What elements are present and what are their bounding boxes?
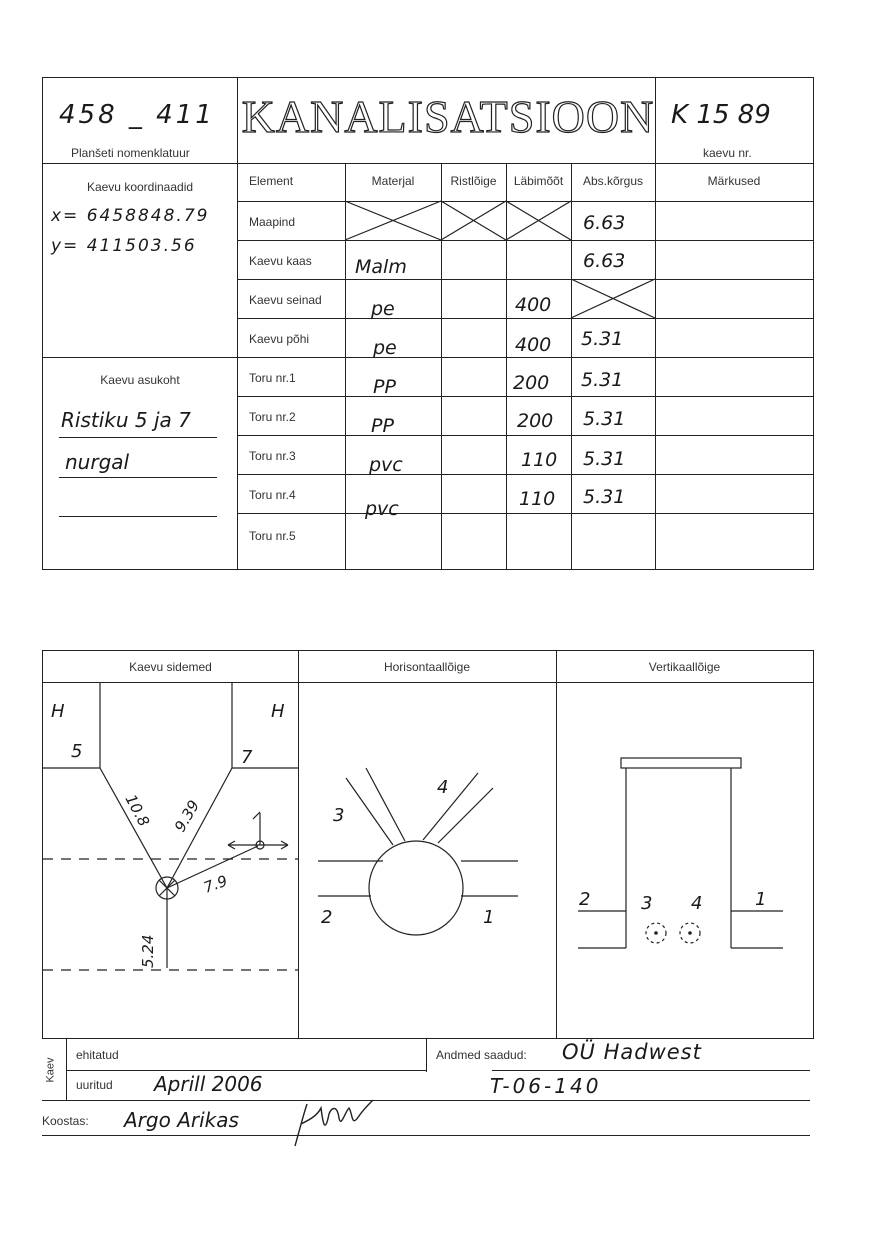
vertical-pipe-3-label: 3 <box>641 893 653 914</box>
cell-height: 6.63 <box>583 212 626 234</box>
pipe-2-label: 2 <box>321 907 333 928</box>
cell-height: 5.31 <box>581 369 624 391</box>
location-label: Kaevu asukoht <box>100 373 180 387</box>
row-element-label: Kaevu seinad <box>249 293 322 307</box>
cell-material: PP <box>371 415 394 437</box>
location-line2: nurgal <box>65 450 130 474</box>
distance-east: 7.9 <box>201 871 230 897</box>
kaev-label: Kaev <box>44 1057 57 1083</box>
cell-diameter: 200 <box>517 410 554 432</box>
cell-height: 5.31 <box>583 486 626 508</box>
vertical-section-label: Vertikaallõige <box>648 660 721 674</box>
well-number-label: kaevu nr. <box>703 146 752 160</box>
header-abs-height: Abs.kõrgus <box>582 174 644 188</box>
cell-material: PP <box>373 376 396 398</box>
location-line1: Ristiku 5 ja 7 <box>61 408 191 432</box>
cell-diameter: 200 <box>513 372 550 394</box>
well-card-top <box>42 77 814 570</box>
pipe-4-label: 4 <box>437 777 449 798</box>
row-element-label: Kaevu põhi <box>249 332 310 346</box>
pipe-1-label: 1 <box>483 907 495 928</box>
coordinate-y: y= 411503.56 <box>51 236 197 256</box>
cross-marks <box>43 78 813 569</box>
row-element-label: Toru nr.4 <box>249 488 296 502</box>
author-value: Argo Arikas <box>124 1108 239 1132</box>
header-cross-section: Ristlõige <box>450 174 497 188</box>
h-left-label: H <box>51 701 65 722</box>
vertical-pipe-2-label: 2 <box>579 889 591 910</box>
sketch-drawings <box>43 683 813 1038</box>
built-label: ehitatud <box>76 1048 119 1062</box>
vertical-pipe-4-label: 4 <box>691 893 703 914</box>
row-element-label: Toru nr.3 <box>249 449 296 463</box>
nomenclature-label: Planšeti nomenklatuur <box>71 146 190 160</box>
cell-diameter: 110 <box>519 488 556 510</box>
data-reference-value: T-06-140 <box>490 1074 602 1098</box>
data-source-label: Andmed saadud: <box>436 1048 527 1062</box>
footer <box>42 1038 814 1148</box>
cell-height: 5.31 <box>583 448 626 470</box>
cell-diameter: 400 <box>515 294 552 316</box>
distance-left: 10.8 <box>121 791 154 830</box>
cell-material: pvc <box>365 498 399 520</box>
row-element-label: Toru nr.2 <box>249 410 296 424</box>
h-right-label: H <box>271 701 285 722</box>
cell-material: Malm <box>355 256 407 278</box>
cell-material: pe <box>371 298 395 320</box>
coordinates-label: Kaevu koordinaadid <box>86 180 194 194</box>
surveyed-label: uuritud <box>76 1078 113 1092</box>
page-title: KANALISATSIOON <box>241 91 655 142</box>
surveyed-value: Aprill 2006 <box>154 1072 263 1096</box>
distance-right: 9.39 <box>170 797 204 835</box>
well-number-value: K 15 89 <box>671 100 771 130</box>
header-remarks: Märkused <box>707 174 761 188</box>
signature <box>287 1094 377 1154</box>
neighbor-right-number: 7 <box>241 747 253 768</box>
author-label: Koostas: <box>42 1114 89 1128</box>
cell-height: 5.31 <box>581 328 624 350</box>
cell-material: pe <box>373 337 397 359</box>
header-material: Materjal <box>371 174 415 188</box>
cell-height: 6.63 <box>583 250 626 272</box>
horizontal-section-label: Horisontaallõige <box>383 660 471 674</box>
neighbor-left-number: 5 <box>71 741 83 762</box>
header-diameter: Läbimõõt <box>513 174 564 188</box>
links-label: Kaevu sidemed <box>129 660 212 674</box>
row-element-label: Toru nr.1 <box>249 371 296 385</box>
vertical-pipe-1-label: 1 <box>755 889 767 910</box>
row-element-label: Maapind <box>249 215 296 229</box>
row-element-label: Kaevu kaas <box>249 254 312 268</box>
header-element: Element <box>249 174 294 188</box>
distance-south: 5.24 <box>139 934 157 968</box>
cell-diameter: 400 <box>515 334 552 356</box>
coordinate-x: x= 6458848.79 <box>51 206 210 226</box>
sketch-panels <box>42 650 814 1039</box>
pipe-3-label: 3 <box>333 805 345 826</box>
data-source-value: OÜ Hadwest <box>562 1040 702 1064</box>
cell-height: 5.31 <box>583 408 626 430</box>
cell-diameter: 110 <box>521 449 558 471</box>
cell-material: pvc <box>369 454 403 476</box>
row-element-label: Toru nr.5 <box>249 529 296 543</box>
nomenclature-value: 458 _ 411 <box>59 100 215 130</box>
